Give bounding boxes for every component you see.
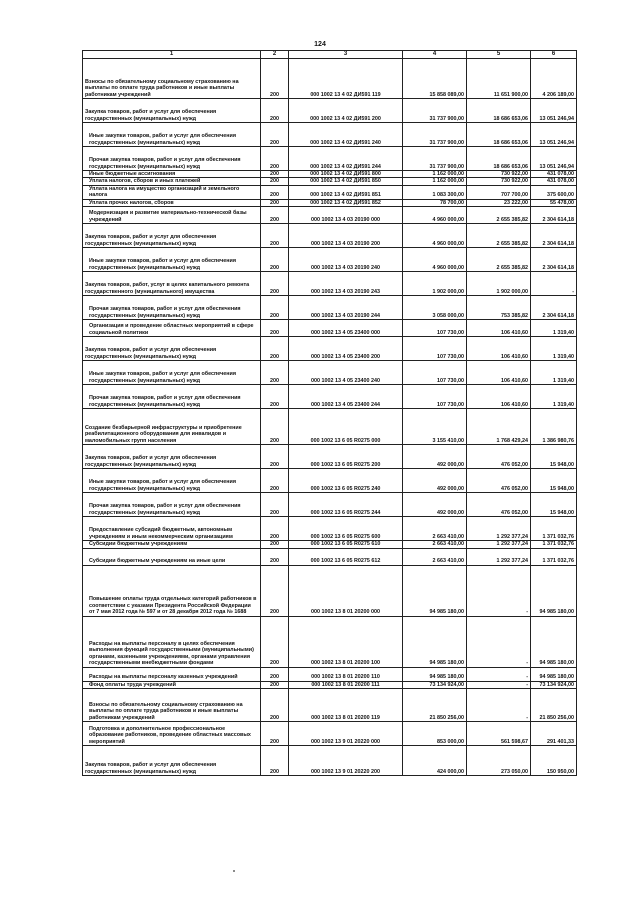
row-unexecuted-amount: 431 078,00 (531, 171, 577, 178)
row-budget-classification-code: 000 1002 13 4 02 ДИ591 240 (289, 123, 403, 147)
row-executed-amount: 1 292 377,24 (467, 541, 531, 548)
table-row (83, 445, 577, 469)
row-executed-amount: - (467, 667, 531, 681)
table-row (83, 224, 577, 248)
row-name: Субсидии бюджетным учреждениям (83, 541, 261, 548)
row-line-code: 200 (261, 688, 289, 721)
row-line-code: 200 (261, 171, 289, 178)
row-name: Уплата налогов, сборов и иных платежей (83, 178, 261, 185)
row-line-code: 200 (261, 667, 289, 681)
row-approved-amount: 4 960 000,00 (403, 207, 467, 224)
table-row (83, 296, 577, 320)
table-row (83, 320, 577, 337)
row-budget-classification-code: 000 1002 13 4 02 ДИ591 852 (289, 199, 403, 206)
row-executed-amount: 753 385,82 (467, 296, 531, 320)
row-name: Закупка товаров, работ и услуг для обеспечения государственных (муниципальных) нужд (83, 745, 261, 775)
row-approved-amount: 3 155 410,00 (403, 409, 467, 445)
row-approved-amount: 1 162 000,00 (403, 171, 467, 178)
row-executed-amount: - (467, 616, 531, 667)
budget-execution-table (82, 50, 577, 776)
table-row (83, 385, 577, 409)
row-line-code: 200 (261, 493, 289, 517)
row-unexecuted-amount: 2 304 614,18 (531, 207, 577, 224)
table-row (83, 409, 577, 445)
row-approved-amount: 2 663 410,00 (403, 517, 467, 541)
page-number: 124 (314, 41, 326, 48)
row-budget-classification-code: 000 1002 13 9 01 20220 000 (289, 721, 403, 745)
row-line-code: 200 (261, 248, 289, 272)
row-unexecuted-amount: 1 386 980,76 (531, 409, 577, 445)
row-budget-classification-code: 000 1002 13 6 05 R0275 600 (289, 517, 403, 541)
row-unexecuted-amount: 13 051 246,94 (531, 123, 577, 147)
row-name: Иные бюджетные ассигнования (83, 171, 261, 178)
row-name: Прочая закупка товаров, работ и услуг для обеспечения государственных (муниципальных) нужд (83, 296, 261, 320)
row-unexecuted-amount: 1 371 032,76 (531, 517, 577, 541)
row-executed-amount: 106 410,60 (467, 361, 531, 385)
row-executed-amount: 730 922,00 (467, 178, 531, 185)
row-unexecuted-amount: 1 319,40 (531, 361, 577, 385)
table-row (83, 517, 577, 541)
row-approved-amount: 94 985 180,00 (403, 565, 467, 616)
table-row (83, 99, 577, 123)
row-approved-amount: 21 850 256,00 (403, 688, 467, 721)
row-name: Взносы по обязательному социальному страхованию на выплаты по оплате труда работников и иные выплаты работникам учреждений (83, 688, 261, 721)
row-budget-classification-code: 000 1002 13 4 02 ДИ591 851 (289, 185, 403, 199)
row-budget-classification-code: 000 1002 13 4 05 23400 200 (289, 337, 403, 361)
row-budget-classification-code: 000 1002 13 4 03 20190 000 (289, 207, 403, 224)
row-executed-amount: 730 922,00 (467, 171, 531, 178)
row-line-code: 200 (261, 185, 289, 199)
table-row (83, 123, 577, 147)
row-executed-amount: 23 222,00 (467, 199, 531, 206)
row-line-code: 200 (261, 469, 289, 493)
row-line-code: 200 (261, 445, 289, 469)
row-approved-amount: 492 000,00 (403, 445, 467, 469)
row-approved-amount: 4 960 000,00 (403, 224, 467, 248)
row-unexecuted-amount: 15 948,00 (531, 445, 577, 469)
row-approved-amount: 107 730,00 (403, 320, 467, 337)
row-budget-classification-code: 000 1002 13 8 01 20200 119 (289, 688, 403, 721)
row-executed-amount: 106 410,60 (467, 385, 531, 409)
row-executed-amount: 18 686 653,06 (467, 147, 531, 171)
row-name: Предоставление субсидий бюджетным, автономным учреждениям и иным некоммерческим организациям (83, 517, 261, 541)
table-row (83, 171, 577, 178)
row-line-code: 200 (261, 616, 289, 667)
row-executed-amount: 11 651 900,00 (467, 59, 531, 99)
row-line-code: 200 (261, 361, 289, 385)
row-line-code: 200 (261, 123, 289, 147)
row-unexecuted-amount: 94 985 180,00 (531, 616, 577, 667)
row-executed-amount: 1 292 377,24 (467, 548, 531, 565)
row-line-code: 200 (261, 517, 289, 541)
row-budget-classification-code: 000 1002 13 4 02 ДИ591 850 (289, 178, 403, 185)
row-approved-amount: 1 083 300,00 (403, 185, 467, 199)
row-executed-amount: 476 052,00 (467, 493, 531, 517)
row-name: Прочая закупка товаров, работ и услуг для обеспечения государственных (муниципальных) нужд (83, 493, 261, 517)
row-executed-amount: 1 768 429,24 (467, 409, 531, 445)
row-line-code: 200 (261, 99, 289, 123)
row-name: Взносы по обязательному социальному страхованию на выплаты по оплате труда работников и иные выплаты работникам учреждений (83, 59, 261, 99)
row-line-code: 200 (261, 199, 289, 206)
row-approved-amount: 73 134 924,00 (403, 681, 467, 688)
row-budget-classification-code: 000 1002 13 6 05 R0275 612 (289, 548, 403, 565)
row-budget-classification-code: 000 1002 13 6 05 R0275 200 (289, 445, 403, 469)
row-approved-amount: 1 902 000,00 (403, 272, 467, 296)
row-budget-classification-code: 000 1002 13 4 02 ДИ591 800 (289, 171, 403, 178)
row-executed-amount: 476 052,00 (467, 445, 531, 469)
row-name: Уплата налога на имущество организаций и земельного налога (83, 185, 261, 199)
row-approved-amount: 492 000,00 (403, 469, 467, 493)
row-name: Модернизация и развитие материально-технической базы учреждений (83, 207, 261, 224)
row-budget-classification-code: 000 1002 13 4 03 20190 243 (289, 272, 403, 296)
row-unexecuted-amount: 431 078,00 (531, 178, 577, 185)
row-budget-classification-code: 000 1002 13 9 01 20220 200 (289, 745, 403, 775)
row-name: Иные закупки товаров, работ и услуг для обеспечения государственных (муниципальных) нужд (83, 469, 261, 493)
row-approved-amount: 2 663 410,00 (403, 548, 467, 565)
row-unexecuted-amount: - (531, 272, 577, 296)
row-executed-amount: 2 655 385,82 (467, 224, 531, 248)
row-unexecuted-amount: 94 985 180,00 (531, 565, 577, 616)
row-name: Уплата прочих налогов, сборов (83, 199, 261, 206)
table-row (83, 147, 577, 171)
row-line-code: 200 (261, 59, 289, 99)
row-name: Субсидии бюджетным учреждениям на иные цели (83, 548, 261, 565)
row-line-code: 200 (261, 721, 289, 745)
row-name: Прочая закупка товаров, работ и услуг для обеспечения государственных (муниципальных) нужд (83, 147, 261, 171)
table-row (83, 185, 577, 199)
column-header-2: 2 (261, 51, 289, 59)
row-unexecuted-amount: 1 319,40 (531, 320, 577, 337)
table-row (83, 337, 577, 361)
row-executed-amount: 106 410,60 (467, 337, 531, 361)
row-line-code: 200 (261, 320, 289, 337)
row-budget-classification-code: 000 1002 13 8 01 20200 100 (289, 616, 403, 667)
table-row (83, 361, 577, 385)
row-approved-amount: 107 730,00 (403, 337, 467, 361)
row-approved-amount: 1 162 000,00 (403, 178, 467, 185)
table-body (83, 59, 577, 776)
table-row (83, 688, 577, 721)
row-unexecuted-amount: 73 134 924,00 (531, 681, 577, 688)
table-row (83, 565, 577, 616)
row-name: Иные закупки товаров, работ и услуг для обеспечения государственных (муниципальных) нужд (83, 248, 261, 272)
row-unexecuted-amount: 2 304 614,18 (531, 224, 577, 248)
row-name: Подготовка и дополнительное профессиональное образование работников, проведение областных массовых мероприятий (83, 721, 261, 745)
row-line-code: 200 (261, 565, 289, 616)
row-approved-amount: 2 663 410,00 (403, 541, 467, 548)
row-unexecuted-amount: 1 371 032,76 (531, 548, 577, 565)
row-line-code: 200 (261, 745, 289, 775)
row-budget-classification-code: 000 1002 13 4 02 ДИ591 244 (289, 147, 403, 171)
row-unexecuted-amount: 21 850 256,00 (531, 688, 577, 721)
row-budget-classification-code: 000 1002 13 6 05 R0275 244 (289, 493, 403, 517)
row-approved-amount: 31 737 900,00 (403, 123, 467, 147)
row-executed-amount: 1 292 377,24 (467, 517, 531, 541)
row-unexecuted-amount: 1 319,40 (531, 337, 577, 361)
column-header-1: 1 (83, 51, 261, 59)
table-row (83, 745, 577, 775)
row-executed-amount: 476 052,00 (467, 469, 531, 493)
row-budget-classification-code: 000 1002 13 4 03 20190 240 (289, 248, 403, 272)
row-budget-classification-code: 000 1002 13 6 05 R0275 000 (289, 409, 403, 445)
table-row (83, 199, 577, 206)
row-approved-amount: 107 730,00 (403, 385, 467, 409)
row-approved-amount: 3 058 000,00 (403, 296, 467, 320)
row-budget-classification-code: 000 1002 13 4 05 23400 244 (289, 385, 403, 409)
row-executed-amount: 2 655 385,82 (467, 207, 531, 224)
row-budget-classification-code: 000 1002 13 4 02 ДИ591 200 (289, 99, 403, 123)
row-unexecuted-amount: 291 401,33 (531, 721, 577, 745)
row-approved-amount: 424 000,00 (403, 745, 467, 775)
row-executed-amount: - (467, 688, 531, 721)
column-header-5: 5 (467, 51, 531, 59)
row-approved-amount: 31 737 900,00 (403, 99, 467, 123)
row-approved-amount: 853 000,00 (403, 721, 467, 745)
table-row (83, 541, 577, 548)
row-name: Создание безбарьерной инфраструктуры и приобретение реабилитационного оборудования для инвалидов и маломобильных групп населения (83, 409, 261, 445)
row-executed-amount: - (467, 565, 531, 616)
row-name: Организация и проведение областных мероприятий в сфере социальной политики (83, 320, 261, 337)
row-executed-amount: 2 655 385,82 (467, 248, 531, 272)
row-name: Закупка товаров, работ и услуг для обеспечения государственных (муниципальных) нужд (83, 224, 261, 248)
row-budget-classification-code: 000 1002 13 4 03 20190 200 (289, 224, 403, 248)
row-line-code: 200 (261, 681, 289, 688)
row-line-code: 200 (261, 337, 289, 361)
row-name: Закупка товаров, работ, услуг в целях капитального ремонта государственного (муниципального) имущества (83, 272, 261, 296)
row-unexecuted-amount: 15 948,00 (531, 469, 577, 493)
row-executed-amount: 106 410,60 (467, 320, 531, 337)
row-line-code: 200 (261, 207, 289, 224)
row-unexecuted-amount: 375 600,00 (531, 185, 577, 199)
table-row (83, 248, 577, 272)
table-row (83, 681, 577, 688)
row-line-code: 200 (261, 178, 289, 185)
row-unexecuted-amount: 94 985 180,00 (531, 667, 577, 681)
row-budget-classification-code: 000 1002 13 4 05 23400 000 (289, 320, 403, 337)
row-executed-amount: - (467, 681, 531, 688)
row-executed-amount: 707 700,00 (467, 185, 531, 199)
row-name: Закупка товаров, работ и услуг для обеспечения государственных (муниципальных) нужд (83, 99, 261, 123)
row-unexecuted-amount: 13 051 246,94 (531, 99, 577, 123)
column-header-3: 3 (289, 51, 403, 59)
row-approved-amount: 78 700,00 (403, 199, 467, 206)
row-line-code: 200 (261, 296, 289, 320)
row-unexecuted-amount: 13 051 246,94 (531, 147, 577, 171)
row-budget-classification-code: 000 1002 13 4 05 23400 240 (289, 361, 403, 385)
table-row (83, 721, 577, 745)
row-name: Расходы на выплаты персоналу в целях обеспечения выполнения функций государственными (муниципальными) органами, казенными учреждениями, органами управления государственными внебюджетными фондами (83, 616, 261, 667)
row-line-code: 200 (261, 224, 289, 248)
row-unexecuted-amount: 55 478,00 (531, 199, 577, 206)
row-name: Закупка товаров, работ и услуг для обеспечения государственных (муниципальных) нужд (83, 337, 261, 361)
table-row (83, 493, 577, 517)
table-row (83, 272, 577, 296)
row-name: Повышение оплаты труда отдельных категорий работников в соответствии с указами Президента Российской Федерации от 7 мая 2012 года № 597 и от 28 декабря 2012 года № 1688 (83, 565, 261, 616)
column-header-4: 4 (403, 51, 467, 59)
row-line-code: 200 (261, 409, 289, 445)
row-budget-classification-code: 000 1002 13 4 03 20190 244 (289, 296, 403, 320)
row-unexecuted-amount: 1 371 032,76 (531, 541, 577, 548)
table-row (83, 548, 577, 565)
row-budget-classification-code: 000 1002 13 4 02 ДИ591 119 (289, 59, 403, 99)
row-approved-amount: 4 960 000,00 (403, 248, 467, 272)
row-budget-classification-code: 000 1002 13 8 01 20200 111 (289, 681, 403, 688)
row-approved-amount: 31 737 900,00 (403, 147, 467, 171)
table-row (83, 616, 577, 667)
table-row (83, 207, 577, 224)
row-approved-amount: 94 985 180,00 (403, 616, 467, 667)
row-executed-amount: 18 686 653,06 (467, 99, 531, 123)
row-approved-amount: 94 985 180,00 (403, 667, 467, 681)
row-executed-amount: 273 050,00 (467, 745, 531, 775)
row-budget-classification-code: 000 1002 13 6 05 R0275 240 (289, 469, 403, 493)
row-executed-amount: 18 686 653,06 (467, 123, 531, 147)
row-unexecuted-amount: 4 206 189,00 (531, 59, 577, 99)
row-unexecuted-amount: 150 950,00 (531, 745, 577, 775)
row-unexecuted-amount: 2 304 614,18 (531, 248, 577, 272)
row-unexecuted-amount: 2 304 614,18 (531, 296, 577, 320)
table-row (83, 178, 577, 185)
row-name: Закупка товаров, работ и услуг для обеспечения государственных (муниципальных) нужд (83, 445, 261, 469)
scan-speck (233, 870, 235, 872)
table-row (83, 667, 577, 681)
row-line-code: 200 (261, 385, 289, 409)
row-name: Иные закупки товаров, работ и услуг для обеспечения государственных (муниципальных) нужд (83, 123, 261, 147)
table-row (83, 469, 577, 493)
row-executed-amount: 561 598,67 (467, 721, 531, 745)
row-name: Фонд оплаты труда учреждений (83, 681, 261, 688)
row-unexecuted-amount: 15 948,00 (531, 493, 577, 517)
row-approved-amount: 107 730,00 (403, 361, 467, 385)
row-budget-classification-code: 000 1002 13 8 01 20200 110 (289, 667, 403, 681)
row-executed-amount: 1 902 000,00 (467, 272, 531, 296)
row-approved-amount: 492 000,00 (403, 493, 467, 517)
row-line-code: 200 (261, 548, 289, 565)
row-line-code: 200 (261, 272, 289, 296)
row-name: Прочая закупка товаров, работ и услуг для обеспечения государственных (муниципальных) нужд (83, 385, 261, 409)
row-budget-classification-code: 000 1002 13 8 01 20200 000 (289, 565, 403, 616)
row-name: Расходы на выплаты персоналу казенных учреждений (83, 667, 261, 681)
table-row (83, 59, 577, 99)
row-budget-classification-code: 000 1002 13 6 05 R0275 610 (289, 541, 403, 548)
row-line-code: 200 (261, 541, 289, 548)
column-number-row (83, 51, 577, 59)
row-unexecuted-amount: 1 319,40 (531, 385, 577, 409)
row-name: Иные закупки товаров, работ и услуг для обеспечения государственных (муниципальных) нужд (83, 361, 261, 385)
row-line-code: 200 (261, 147, 289, 171)
column-header-6: 6 (531, 51, 577, 59)
row-approved-amount: 15 858 089,00 (403, 59, 467, 99)
